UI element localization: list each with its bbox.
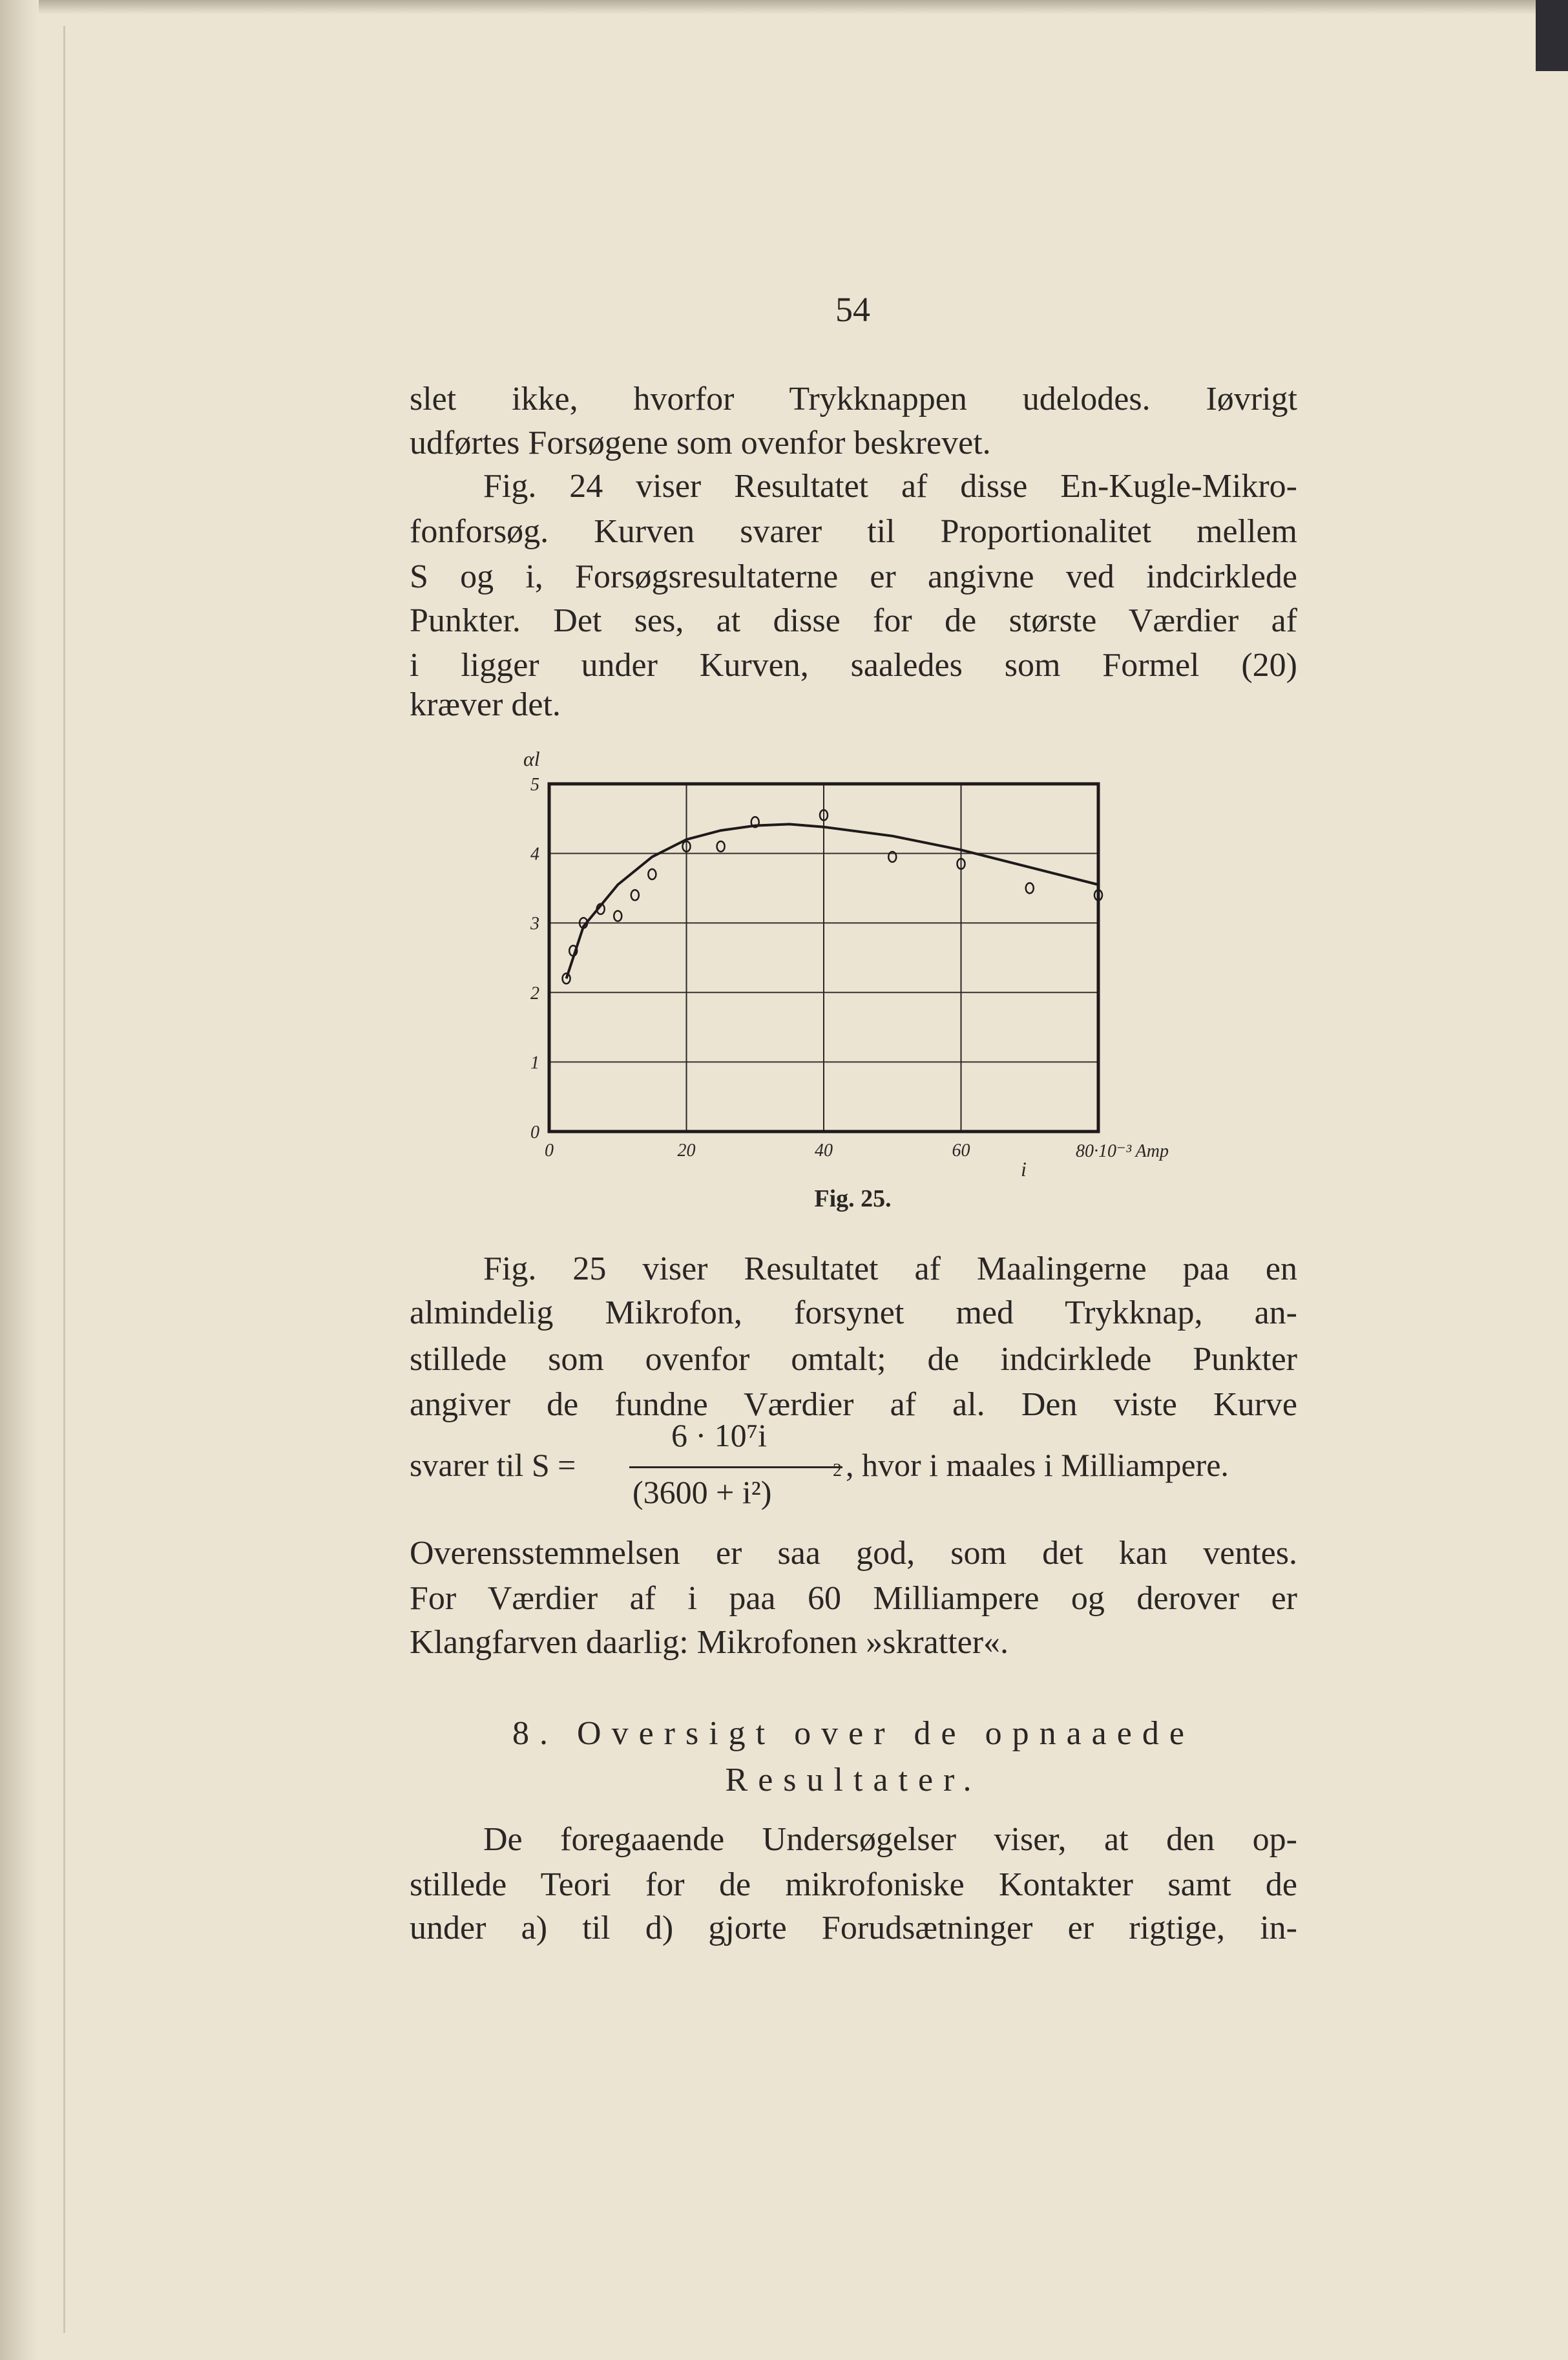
page-left-edge [0,0,39,2360]
y-axis-label: αl [523,747,540,770]
x-unit-label: 80·10⁻³ Amp [1076,1141,1169,1161]
page-top-edge [0,0,1568,14]
page-number: 54 [835,290,870,329]
data-point [614,911,622,921]
text-line: angiver de fundne Værdier af al. Den viste Kurve [410,1386,1297,1423]
y-tick-label: 1 [530,1053,539,1073]
text-line: i ligger under Kurven, saaledes som Formel (20) [410,647,1297,684]
text-line: De foregaaende Undersøgelser viser, at den op- [483,1821,1297,1858]
y-tick-label: 5 [530,775,539,795]
x-axis-label: i [1021,1157,1027,1181]
x-tick-label: 60 [952,1141,970,1161]
x-tick-label: 40 [815,1141,833,1161]
text-line: almindelig Mikrofon, forsynet med Trykknap, an- [410,1294,1297,1331]
text-line: stillede som ovenfor omtalt; de indcirklede Punkter [410,1341,1297,1378]
fitted-curve [567,824,1098,978]
formula-exponent: 2 [833,1460,842,1480]
text-line: Fig. 25 viser Resultatet af Maalingerne paa en [483,1250,1297,1287]
section-heading-continued: Resultater. [725,1762,982,1798]
data-point [648,869,656,880]
y-tick-label: 3 [530,914,539,934]
data-point [717,841,725,852]
book-cover-corner [1536,0,1568,71]
data-point [1026,883,1034,893]
x-tick-label: 20 [677,1141,696,1161]
text-line: For Værdier af i paa 60 Milliampere og derover er [410,1580,1297,1617]
formula-prefix: svarer til S = [410,1447,576,1483]
text-line: Fig. 24 viser Resultatet af disse En-Kugle-Mikro- [483,468,1297,505]
formula [410,1417,1297,1525]
text-line: under a) til d) gjorte Forudsætninger er rigtige, in- [410,1910,1297,1946]
formula-numerator: 6 · 10⁷i [671,1417,767,1453]
formula-denominator: (3600 + i²) [632,1474,772,1510]
text-line: slet ikke, hvorfor Trykknappen udelodes. Iøvrigt [410,381,1297,417]
text-line: S og i, Forsøgsresultaterne er angivne ved indcirklede [410,558,1297,595]
text-line: Punkter. Det ses, at disse for de største Værdier af [410,602,1297,639]
text-line: Overensstemmelsen er saa god, som det kan ventes. [410,1535,1297,1572]
data-point [631,890,639,900]
x-tick-label: 0 [545,1141,554,1161]
formula-suffix: , hvor i maales i Milliampere. [846,1447,1229,1483]
text-line: stillede Teori for de mikrofoniske Kontakter samt de [410,1866,1297,1903]
y-tick-label: 4 [530,844,539,865]
gutter-line [63,26,65,2333]
y-tick-label: 2 [530,983,539,1004]
section-heading: 8. Oversigt over de opnaaede [512,1715,1195,1752]
fraction-bar [629,1466,842,1468]
y-tick-label: 0 [530,1122,539,1143]
figure-caption: Fig. 25. [814,1185,892,1212]
text-line: fonforsøg. Kurven svarer til Proportionalitet mellem [410,513,1297,550]
text-line: kræver det. [410,686,561,723]
figure-25-chart [504,737,1279,1202]
text-line: Klangfarven daarlig: Mikrofonen »skratter«. [410,1624,1009,1661]
text-line: udførtes Forsøgene som ovenfor beskrevet. [410,425,991,461]
